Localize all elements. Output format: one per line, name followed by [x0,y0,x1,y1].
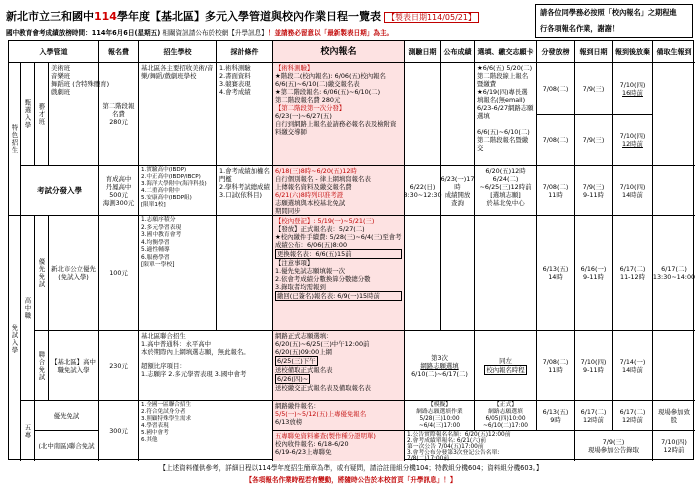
joint-label [35,331,49,401]
five-joint-line: 2.會考成績單報名: 6/21(六)前 [407,438,487,444]
five-select [475,401,537,431]
header-remarks: 備取生報到 [653,41,695,63]
five-joint-line: 7/8(二)17:00前 [407,456,450,462]
priority-cond: 6.服務學習 [141,254,170,261]
condition: 2.書面資料 [219,72,251,80]
priority-cond: 1.志願序積分 [141,217,176,223]
condition: 3.競賽表現 [219,80,251,88]
hs-group-text: 高中職 [23,296,32,320]
condition: 4.會考成績 [219,88,251,96]
five-transfer-date: 6/17(二) [619,407,646,416]
assess-announce [441,166,475,216]
priority-remarks [653,216,695,331]
joint-select2-line: 同左 [499,356,512,365]
assess-placement-date: 7/08(二) [542,182,569,191]
priority-placement [537,216,575,331]
priority-label [35,216,49,331]
signup-line: 6/26(四)~ [277,375,309,383]
signup-line: 6/13放榜 [275,418,303,426]
special-fee [99,63,139,166]
priority-cond: [限單一學校] [141,262,175,268]
five-cond: 6.其他 [141,437,158,443]
assess-schools [139,166,217,216]
five-joint-label: (北中南區)聯合免試 [35,431,99,461]
joint-report-date: 7/10(四) [580,357,607,366]
assess-school: 4.二重高中附中 [141,188,180,194]
signup-line: 五專聯免資料審查(製作種分證明單) [275,432,376,440]
priority-exam [405,216,441,331]
signup-line: 【發放】正式報名表：5/27(二) [275,225,365,233]
priority-transfer-time: 11-12時 [620,273,645,281]
date-stamp: 【製表日期114/05/21】 [384,12,479,23]
priority-conds [139,216,217,331]
select-line: ~6/25(三)12時前 [479,183,532,191]
joint-transfer [613,331,653,401]
signup-line: 網路繳件報名： [275,402,320,410]
signup-line: 6/19-6/23上專聯免 [275,448,332,456]
assess-placement-time: 11時 [548,190,563,199]
header-fee: 報名費 [99,41,139,63]
signup-title: 【術科測驗】 [275,64,314,72]
signup-line: 2.依會考成績分數換算分數總分數 [275,275,371,283]
header-report: 報到日期 [575,41,613,63]
special-exam [405,63,441,166]
special-transfer-date: 7/10(四) [619,80,646,89]
signup-line: 6/25(三)下午 [277,357,316,365]
five-joint-line: 1.公告實際報名名額：6/20(五)12:00前 [407,432,511,438]
assess-fee2: 海測300元 [102,198,135,207]
special-signup [273,63,405,166]
assess-transfer-date: 7/10(四) [619,182,646,191]
notice-line1: 請各位同學務必按照「校內報名」之期程進 [540,8,677,17]
priority-place-date: 6/13(五) [542,265,569,273]
priority-conditions-blank [217,216,273,331]
joint-school-line: 本於期際內上網填選志願，無此報名。 [141,348,250,356]
five-select-line: 網路志願選填 [488,408,523,415]
signup-line: ★階段二(校內報名): 6/06(五)校內報名 [275,72,386,80]
select-line: 6/24(二) [492,175,519,183]
signup-line: ★校內繳件手續費: 5/28(三)~6/4(三)至會考成績公布：6/06(五)8:00 [275,233,402,249]
signup-line: 【校內登記】: 5/19(一)~5/21(三) [275,217,375,225]
five-exam [405,401,475,431]
five-joint-select [405,431,575,461]
special-transfer-note: 16時前 [622,88,643,97]
five-cond: 3.照顧特殊學生需求 [141,416,192,422]
joint-place-date: 7/08(二) [542,357,569,366]
assess-report-date: 7/9(三) [582,182,605,191]
five-group [21,401,35,461]
five-exam-line: 【模擬】 [427,401,452,408]
special-select [475,63,537,166]
title-text: 學年度【基北區】多元入學管道與校內作業日程一覽表 [116,10,381,23]
art-items [49,63,110,166]
signup-line: 1.優先免試志願填報一次 [275,267,346,275]
priority-cond: 3.國中教育會考 [141,232,182,238]
assess-announce-note: 成績開放查詢 [444,190,471,207]
five-cond: 2.符合免試身分者 [141,409,186,415]
special-report: 7/9(三) [575,63,613,115]
joint-select-line: 第3次 [431,353,448,362]
signup-line: 第二階段報名費 280元 [275,96,341,104]
five-cond: 1.全國一區聯合招生 [141,402,192,408]
schedule-table [8,40,694,460]
assess-exam [405,166,441,216]
signup-line: 志願選填與本校基北免試 [275,199,346,207]
page-title [6,8,479,24]
special-transfer [613,63,653,115]
special-conditions [217,63,273,166]
signup-line: 自行個別報名 - 律上網填寫報名表 [275,175,371,183]
special-report2: 7/9(三) [575,115,613,166]
five-fee: 300元 [99,401,139,461]
five-select-line: 6/05(四)10:00 [485,415,526,422]
notice-line2: 行各項報名作業，謝謝！ [540,24,620,33]
condition: 1.術科測驗 [219,64,251,72]
hs-group [21,216,35,401]
assess-report [575,166,613,216]
assess-select [475,166,537,216]
special-schools: 基北區各主要招收美術/音樂/舞蹈/戲劇班學校 [139,63,217,166]
footer-line1: 【上述資料僅供參考，詳細日程以114學年度招生簡章為準，或有疑問，請洽註冊組分機104；特教組分機604；資料組分機603。】 [159,464,543,472]
signup-line: 繳回(已簽名)報名表: 6/9(一)15時前 [275,291,402,301]
signup-line: 6/21(六)8時列印准考證 [275,191,344,199]
select-line: [選填志願] [490,191,521,199]
five-priority-signup [273,401,405,431]
subtitle [6,27,393,37]
priority-report [575,216,613,331]
joint-select-line: 網路志願選填 [420,361,459,370]
select-line: 6/6(五)~6/10(二)第二階段報名暨繳交 [477,128,530,152]
priority-transfer-date: 6/17(二) [619,265,646,273]
signup-line: 3.錄取者均需報到 [275,283,326,291]
five-joint-transfer-note: 12時前 [663,446,685,454]
joint-placement [537,331,575,401]
art-item: 戲劇班 [51,88,71,96]
five-remarks: 現場參加致股 [653,401,695,431]
five-conds [139,401,273,461]
priority-remark-date: 6/17(二) [661,265,687,273]
five-select-line: 【正式】 [493,401,518,408]
joint-school-line: 基北區聯合招生 [141,332,186,340]
five-place-time: 9時 [550,415,561,424]
five-exam-line: 網路志願選填作業 [416,408,463,415]
assess-conditions [217,166,273,216]
signup-line: 6/20(五)~6/25(三)中午12:00前 [275,340,370,348]
assess-signup [273,166,405,216]
signup-line: 6/23(一)~6/27(五) [275,112,332,120]
joint-select-line: 6/10(二)~6/17(二) [411,369,468,378]
joint-school-line: 1.志願序 2.多元學習表現 3.國中會考 [141,370,247,378]
special-remarks [653,63,695,166]
signup-line: 送校備取正式報名表 [275,366,333,374]
header-school-signup: 校內報名 [273,41,405,63]
joint-exam [405,331,475,401]
joint-school-line: 1.高中普通科：永平高中 [141,340,212,348]
joint-signup [273,331,405,401]
header-announce: 公布成績 [441,41,475,63]
joint-transfer-time: 14時前 [622,365,643,374]
joint-fee: 230元 [99,331,139,401]
art-item: 美術班 [51,64,71,72]
five-joint-line: 第一次公告 7/04(五)17:00前 [407,444,484,450]
art-group [35,63,49,166]
priority-fee: 100元 [99,216,139,331]
joint-select [475,331,537,401]
priority-signup [273,216,405,331]
priority-cond: 5.適性輔導 [141,247,170,253]
signup-line: 校內收件報名: 6/18-6/20 [275,440,349,448]
five-report-time: 12時前 [583,415,604,424]
five-exam-line: ~6/4(三)17:00 [418,422,461,429]
condition: 2.學科考試總成績 [219,183,270,191]
joint-sub: 【基北區】高中職免試入學 [49,331,99,401]
priority-transfer [613,216,653,331]
five-place-date: 6/13(五) [542,407,569,416]
footer-line2: 【各項報名作業時程若有變動，將隨時公告於本校首頁「升學訊息」！】 [245,476,457,484]
header-select: 選填、繳交志願卡 [475,41,537,63]
header-channel: 入學管道 [9,41,99,63]
priority-cond: 4.均衡學習 [141,239,170,246]
assess-school: 1.實驗高中(IBDP) [141,167,187,173]
priority-label-text: 優先免試 [37,258,46,288]
special-placement2: 7/08(二) [537,115,575,166]
art-group-text: 藝才班 [37,102,46,126]
free-group-text: 免試入學 [10,323,19,354]
header-transfer: 報到後放棄 [613,41,653,63]
signup-line: 5/5(一)~5/12(五)上專優免報名 [275,410,367,418]
special-fee-label: 第二階段報名費 [102,102,135,118]
joint-report-time: 9-11時 [583,365,604,374]
signup-line: 6/6(五)~6/10(二)繳交報名表 [275,80,360,88]
priority-report-date: 6/16(一) [580,265,607,273]
five-joint-line: 3.會考公布分發第3次登記公告名單: [407,450,500,456]
special-sub-text: 甄選入學 [23,99,32,129]
signup-line: 6/18(三)8時~6/20(五)12時 [275,167,357,175]
select-line: ★6/6(五) 5/20(二) [477,64,533,72]
condition: 1.會考成績加權名門檻 [219,167,270,183]
signup-line: 自行到網路上報名並請務必報名表及檢附資料繳交導師 [275,120,397,136]
five-select-line: ~6/10(二)17:00 [483,422,528,429]
five-report [575,401,613,431]
year: 114 [94,10,117,23]
assess-announce-date: 6/23(一)17時 [440,174,475,191]
five-joint-transfer [653,431,695,461]
signup-line: 上傳報名資料及繳交報名費 [275,183,352,191]
five-cond: 5.國中會考 [141,430,169,436]
header-exam-date: 測驗日期 [405,41,441,63]
assess-school: [限單1校] [141,202,166,208]
select-line: 6/20(五)12時 [485,167,526,175]
signup-line: 更換報名表：6/6(五)15前 [275,249,402,259]
assess-school: 5.安康高中(IBDP組) [141,195,192,201]
subtitle-part2: 相關資訊請公布於校網【升學訊息】 [162,29,268,37]
condition: 3.口試(依科目) [219,191,263,199]
assess-exam-time: 8:30~12:30 [403,190,442,199]
special-placement: 7/08(二) [537,63,575,115]
assess-transfer-time: 14時前 [622,190,643,199]
assess-fee [99,166,139,216]
assess-fee-line: 育成高中 [105,174,132,183]
five-exam-line: 5/28(三)10:00 [419,415,460,422]
special-group-text: 特色招生 [10,124,19,154]
joint-school-line: 超額比序項目： [141,362,186,370]
priority-place-time: 14時 [548,273,563,281]
assess-school: 3.海洋大學附中(海洋科技) [141,181,207,187]
assess-remarks [653,166,695,216]
special-group [9,63,21,216]
joint-transfer-date: 7/14(一) [619,357,646,366]
five-transfer [613,401,653,431]
assess-placement [537,166,575,216]
art-item: 音樂班 [51,72,71,80]
five-joint-transfer-date: 7/10(四) [661,438,687,446]
signup-line: 期間同步 [275,207,301,215]
special-transfer2-date: 7/10(四) [619,132,646,140]
header-conditions: 採計條件 [217,41,273,63]
five-cond: 4.學習表現 [141,423,169,429]
assess-label: 考試分發入學 [21,166,99,216]
priority-report-time: 9-11時 [583,273,604,281]
assess-school: 2.中正高中(IBDP/IBCP) [141,174,201,180]
art-item: 舞蹈班 (含特殊體育) [51,80,110,88]
five-joint-place-date: 7/9(三) [602,438,625,446]
special-announce [441,63,475,166]
header-schools: 招生學校 [139,41,217,63]
select-line: ★6/19(四)專長選填報名(無email) [477,88,528,104]
five-joint-signup [273,431,405,461]
joint-report [575,331,613,401]
signup-line: 【第二階段第一次分發】 [275,104,346,112]
signup-line: 網路正式志願選填： [275,332,333,340]
footer [8,462,694,488]
assess-fee-line: 丹鳳高中 [105,182,132,191]
assess-fee-line: 500元 [109,190,128,199]
assess-exam-date: 6/22(日) [409,182,436,191]
signup-line: 送校繳交正式報名表及備取報名表 [275,384,371,392]
priority-cond: 2.多元學習表現 [141,224,182,231]
priority-remark-time: 13:30~14:00 [652,273,696,281]
joint-place-time: 11時 [548,365,563,374]
five-group-text: 五專 [23,423,32,439]
special-sub [21,63,35,166]
priority-school: 新北市公立優先(免試入學) [49,216,99,331]
special-fee-amount: 280元 [109,118,128,126]
notice-box [535,4,693,38]
signup-line: ★第二階段報名: 6/06(五)~6/10(二) [275,88,381,96]
assess-transfer [613,166,653,216]
subtitle-part1: 國中教育會考成績放榜時間：114年6月6日(星期五) [6,29,161,37]
five-priority-label: 優先免試 [35,401,99,431]
five-transfer-time: 12時前 [622,415,643,424]
select-line: 6/23-6/27網路志願選填 [477,104,534,120]
five-joint-place-note: 現場參加公告錄取 [587,446,640,454]
joint-schools [139,331,273,401]
priority-select [475,216,537,331]
signup-line: 6/20(五)09:00上網 [275,348,332,356]
special-transfer2 [613,115,653,166]
free-group [9,216,21,461]
select-line: 於基北免中心 [486,199,525,207]
select-line: 第二階段線上報名暨繳費 [477,72,529,88]
joint-select2-line: 校內報名時程 [486,365,525,374]
subtitle-part3: ！並請務必留意以「最新製表日期」為主。 [267,29,394,37]
joint-label-text: 聯合免試 [37,350,46,381]
signup-line: 【注意事項】 [275,259,314,267]
five-placement [537,401,575,431]
five-report-date: 6/17(二) [580,407,607,416]
header-placement: 分發放榜 [537,41,575,63]
joint-remarks [653,331,695,401]
special-transfer2-note: 12時前 [622,140,643,148]
five-joint-placement [575,431,653,461]
school-name: 新北市立三和國中 [6,10,94,23]
priority-announce [441,216,475,331]
assess-report-time: 9-11時 [583,190,604,199]
